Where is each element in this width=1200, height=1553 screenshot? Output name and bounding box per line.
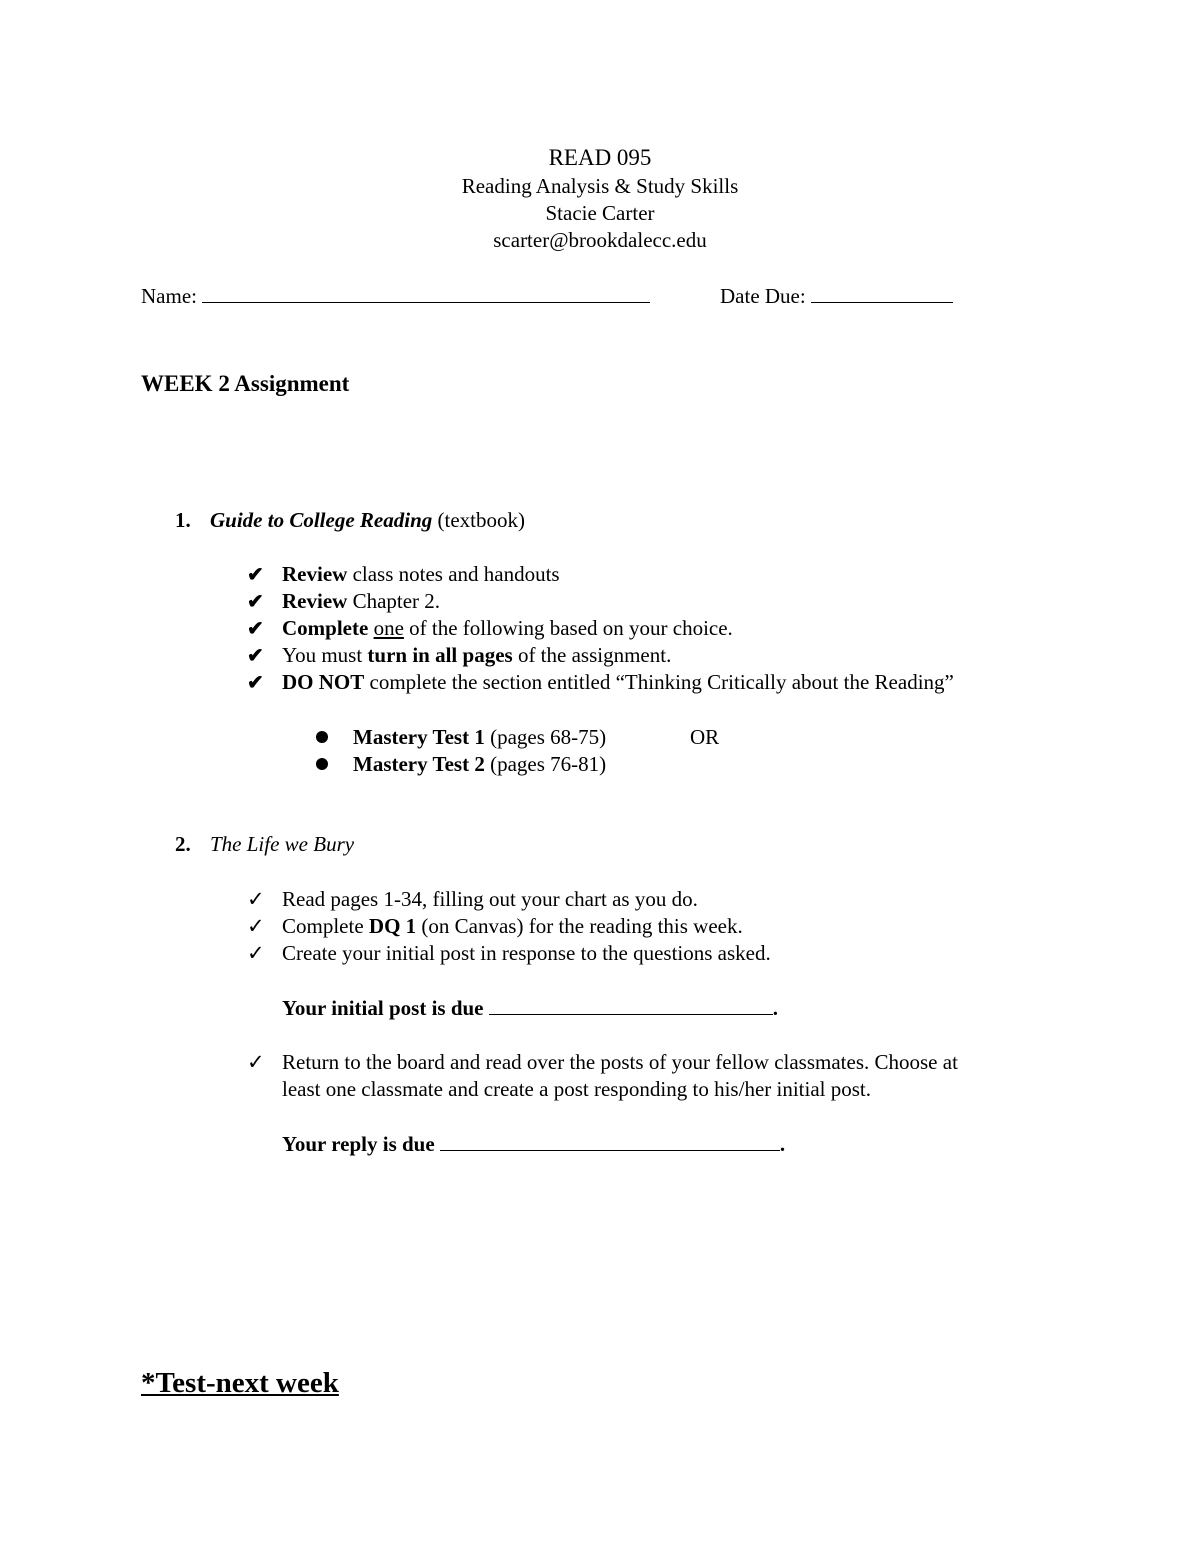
option-or: OR: [690, 725, 720, 749]
instructor-name: Stacie Carter: [545, 201, 655, 225]
list-item: ✔ DO NOT complete the section entitled “Thinking Critically about the Reading”: [247, 670, 954, 694]
section-2-heading: [175, 831, 354, 858]
bullet-icon: [316, 758, 328, 770]
reply-due-blank[interactable]: [440, 1130, 780, 1151]
list-item: ✔ Review Chapter 2.: [247, 589, 441, 613]
list-item: ✓ Read pages 1-34, filling out your chart as you do.: [247, 887, 698, 911]
check-icon: ✔: [247, 591, 264, 613]
name-blank[interactable]: [202, 282, 650, 303]
list-item: ✔ Complete one of the following based on your choice.: [247, 616, 733, 640]
check-light-icon: ✓: [247, 1050, 265, 1074]
list-item: ✔ You must turn in all pages of the assignment.: [247, 643, 672, 667]
check-light-icon: ✓: [247, 941, 265, 965]
section-1-number: 1.: [175, 508, 191, 532]
section-2-book: The Life we Bury: [210, 832, 355, 856]
initial-post-due-label: Your initial post is due: [282, 996, 484, 1020]
initial-post-due: Your initial post is due .: [282, 996, 778, 1020]
reply-due: Your reply is due .: [282, 1132, 786, 1156]
section-2-number: 2.: [175, 832, 191, 856]
bullet-icon: [316, 731, 328, 743]
option-item: Mastery Test 2 (pages 76-81): [353, 752, 607, 776]
list-item-continued: least one classmate and create a post responding to his/her initial post.: [282, 1077, 872, 1101]
section-1-book: Guide to College Reading: [210, 508, 433, 532]
option-item: Mastery Test 1 (pages 68-75): [353, 725, 607, 749]
date-label: Date Due:: [720, 284, 806, 308]
section-1-book-note: (textbook): [437, 508, 525, 532]
list-item: ✓ Complete DQ 1 (on Canvas) for the reading this week.: [247, 914, 743, 938]
list-item: ✓ Return to the board and read over the posts of your fellow classmates. Choose at: [247, 1050, 958, 1074]
check-icon: ✔: [247, 618, 264, 640]
assignment-title: WEEK 2 Assignment: [141, 371, 350, 396]
check-icon: ✔: [247, 645, 264, 667]
list-item: ✔ Review class notes and handouts: [247, 562, 560, 586]
section-1-heading: [175, 507, 525, 534]
check-icon: ✔: [247, 672, 264, 694]
check-light-icon: ✓: [247, 914, 265, 938]
list-item: ✓ Create your initial post in response to the questions asked.: [247, 941, 771, 965]
date-field: [720, 282, 953, 310]
course-code: READ 095: [548, 145, 652, 170]
name-field: [141, 282, 650, 310]
name-label: Name:: [141, 284, 197, 308]
check-light-icon: ✓: [247, 887, 265, 911]
test-note: *Test-next week: [141, 1367, 339, 1399]
date-blank[interactable]: [811, 282, 953, 303]
check-icon: ✔: [247, 564, 264, 586]
instructor-email: scarter@brookdalecc.edu: [493, 228, 707, 252]
reply-due-label: Your reply is due: [282, 1132, 435, 1156]
course-title: Reading Analysis & Study Skills: [461, 174, 739, 198]
initial-post-due-blank[interactable]: [489, 994, 773, 1015]
